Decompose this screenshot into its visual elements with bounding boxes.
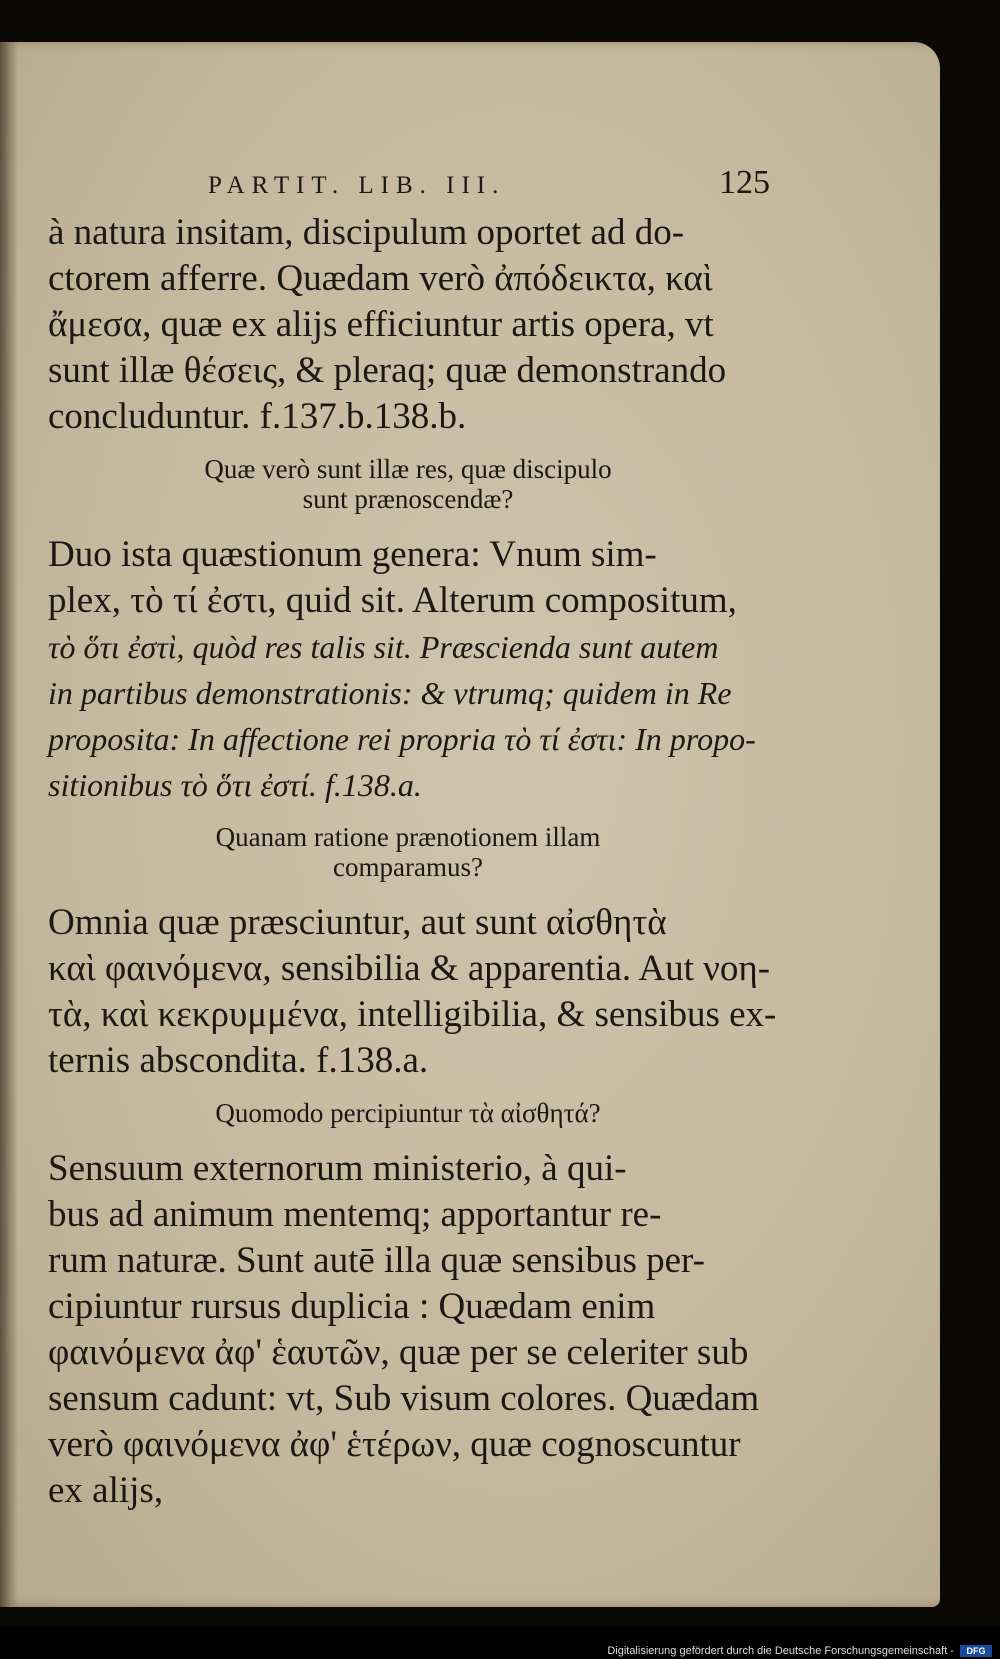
page-gutter: [0, 42, 18, 1607]
text-line: rum naturæ. Sunt autē illa quæ sensibus per-: [48, 1240, 705, 1281]
text-line: in partibus demonstrationis: & vtrumq; quidem in Re: [48, 675, 732, 711]
text-line: καὶ φαινόμενα, sensibilia & apparentia. Aut νοη-: [48, 948, 771, 989]
paragraph-2: [48, 532, 768, 808]
paragraph-1: [48, 210, 768, 440]
question-line: Quæ verò sunt illæ res, quæ discipulo: [204, 454, 612, 484]
text-line: ternis abscondita. f.138.a.: [48, 1040, 429, 1081]
text-line: sunt illæ θέσεις, & pleraq; quæ demonstrando: [48, 350, 727, 391]
dfg-logo: DFG: [960, 1645, 992, 1657]
question-2: [48, 822, 768, 882]
page-number: 125: [719, 164, 770, 201]
question-line: sunt prænoscendæ?: [302, 484, 514, 514]
text-line: bus ad animum mentemq; apportantur re-: [48, 1194, 662, 1235]
text-line: proposita: In affectione rei propria τὸ τί ἐστι: In propo-: [48, 721, 756, 757]
question-3: [48, 1098, 768, 1128]
text-line: verò φαινόμενα ἀφ' ἑτέρων, quæ cognoscuntur: [48, 1424, 741, 1465]
text-line: Sensuum externorum ministerio, à qui-: [48, 1148, 627, 1189]
text-line: à natura insitam, discipulum oportet ad do-: [48, 212, 685, 253]
question-line: comparamus?: [333, 852, 483, 882]
question-line: Quanam ratione prænotionem illam: [215, 822, 601, 852]
text-line: sitionibus τὸ ὅτι ἐστί. f.138.a.: [48, 767, 422, 803]
book-page: [0, 42, 940, 1607]
funding-notice: Digitalisierung gefördert durch die Deutsche Forschungsgemeinschaft -: [607, 1645, 954, 1657]
text-line: ἄμεσα, quæ ex alijs efficiuntur artis opera, vt: [48, 304, 714, 345]
text-line: concluduntur. f.137.b.138.b.: [48, 396, 467, 437]
text-line: plex, τὸ τί ἐστι, quid sit. Alterum compositum,: [48, 580, 737, 621]
question-line: Quomodo percipiuntur τὰ αἰσθητά?: [215, 1098, 601, 1128]
running-head: [48, 160, 768, 210]
text-line: sensum cadunt: vt, Sub visum colores. Quædam: [48, 1378, 760, 1419]
text-line: ctorem afferre. Quædam verò ἀπόδεικτα, καὶ: [48, 258, 713, 299]
text-line: φαινόμενα ἀφ' ἑαυτῶν, quæ per se celeriter sub: [48, 1332, 749, 1373]
text-line: cipiuntur rursus duplicia : Quædam enim: [48, 1286, 656, 1327]
text-line: τὰ, καὶ κεκρυμμένα, intelligibilia, & sensibus ex-: [48, 994, 777, 1035]
paragraph-4: [48, 1146, 768, 1514]
paragraph-3: [48, 900, 777, 1084]
text-line: τὸ ὅτι ἐστὶ, quòd res talis sit. Præscienda sunt autem: [48, 629, 719, 665]
catchword: ex alijs,: [48, 1470, 164, 1511]
question-1: [48, 454, 768, 514]
running-head-title: PARTIT. LIB. III.: [208, 172, 506, 199]
page-text: [48, 160, 777, 1514]
text-line: Duo ista quæstionum genera: Vnum sim-: [48, 534, 657, 575]
text-line: Omnia quæ præsciuntur, aut sunt αἰσθητὰ: [48, 902, 667, 943]
